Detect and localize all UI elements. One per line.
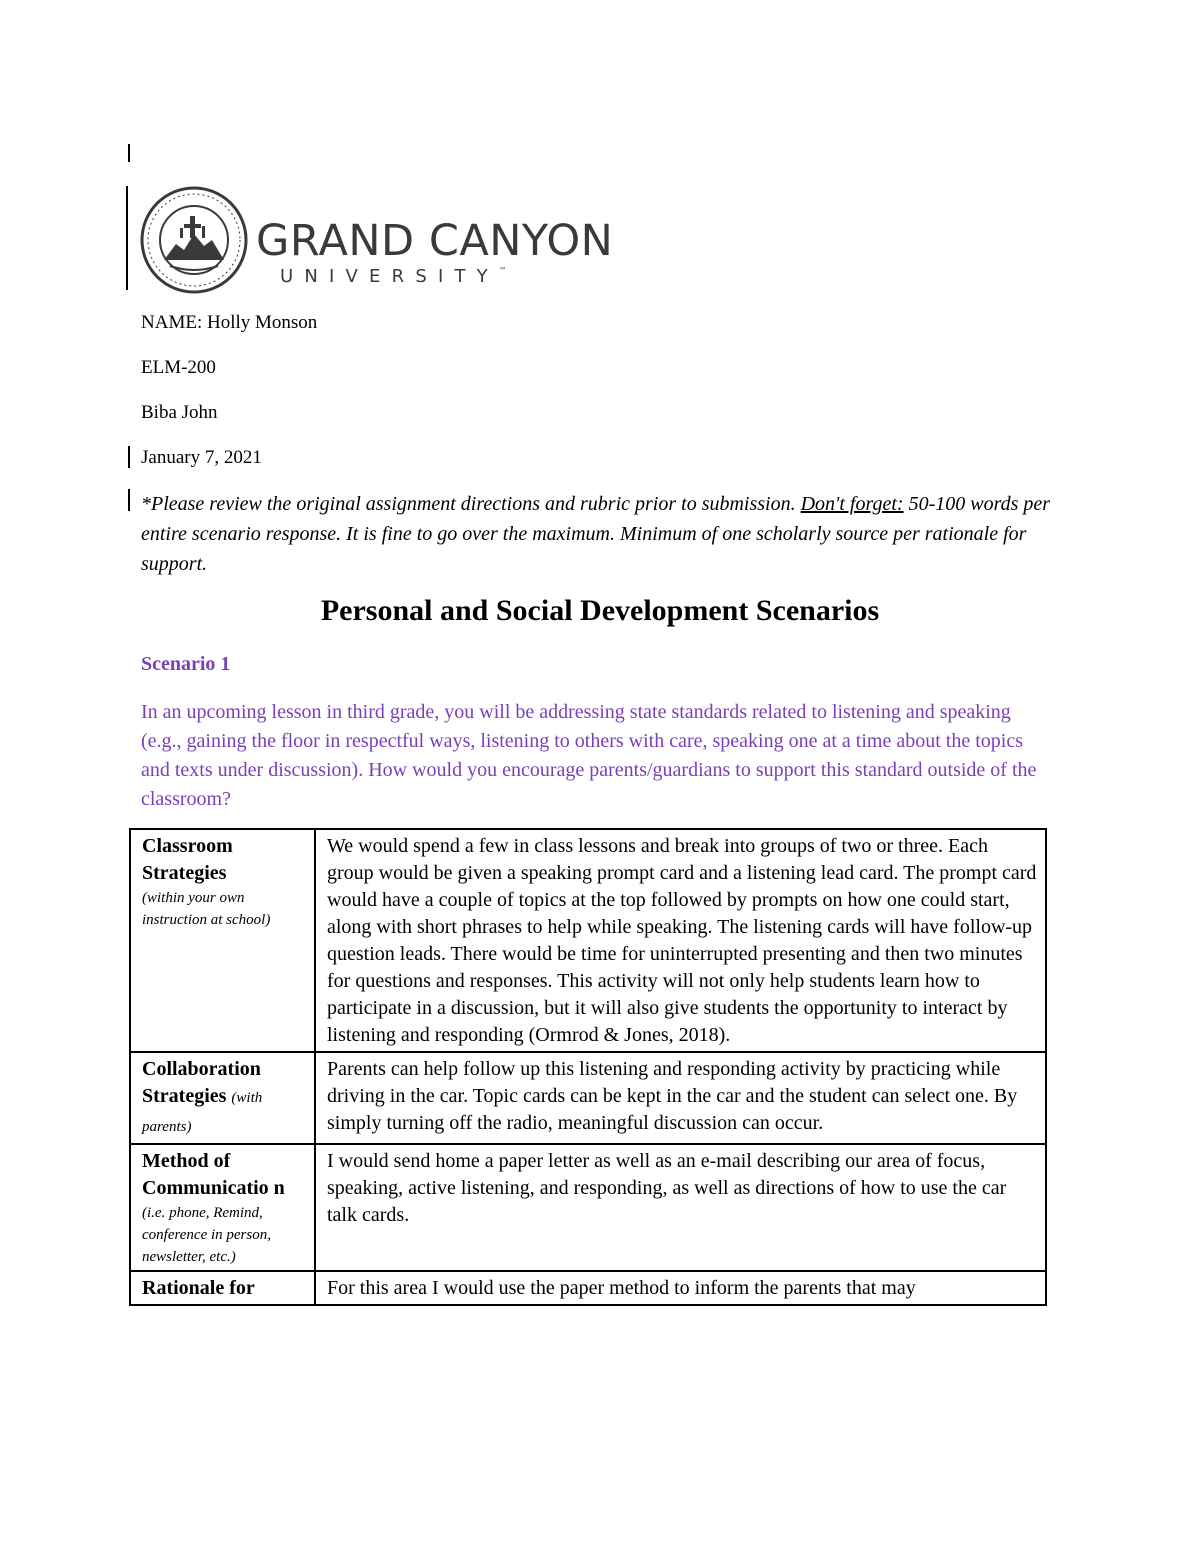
note-text-continued: 50-100 words per entire scenario response. It is fine to go over the maximum. Minimum of one scholarly source per rationale for support. <box>141 493 1051 575</box>
instructor-name: Biba John <box>141 402 218 423</box>
row-label: Collaboration Strategies <box>142 1058 261 1107</box>
row-label-cell <box>130 1144 315 1271</box>
row-content: For this area I would use the paper method to inform the parents that may <box>315 1271 1046 1305</box>
submission-date: January 7, 2021 <box>141 447 262 468</box>
logo-subtitle-text: UNIVERSITY <box>280 266 499 287</box>
row-content: Parents can help follow up this listening and responding activity by practicing while driving in the car. Topic cards can be kept in the car and the student can select one. By simply turning off the radio, meaningful discussion can occur. <box>315 1052 1046 1144</box>
note-text: *Please review the original assignment directions and rubric prior to submission. <box>141 493 801 515</box>
row-content: We would spend a few in class lessons and break into groups of two or three. Each group would be given a speaking prompt card and a listening lead card. The prompt card would have a couple of topics at the top followed by prompts on how one could start, along with short phrases to help while speaking. The listening cards will have follow-up question leads. There would be time for uninterrupted presenting and then two minutes for questions and responses. This activity will not only help students learn how to participate in a discussion, but it will also give students the opportunity to interact by listening and responding (Ormrod & Jones, 2018). <box>315 829 1046 1052</box>
table-row <box>130 1271 1046 1305</box>
row-label-cell <box>130 829 315 1052</box>
course-code: ELM-200 <box>141 357 216 378</box>
scenario-heading: Scenario 1 <box>141 653 231 675</box>
strategies-table <box>129 828 1047 1306</box>
row-label: Classroom Strategies <box>142 835 233 884</box>
revision-bar <box>126 186 128 290</box>
table-row <box>130 1052 1046 1144</box>
student-name: NAME: Holly Monson <box>141 312 318 333</box>
row-label-wrap <box>142 1056 306 1141</box>
note-emphasis: Don't forget: <box>800 493 904 515</box>
logo-wordmark: GRAND CANYON <box>256 216 614 266</box>
scenario-prompt: In an upcoming lesson in third grade, you will be addressing state standards related to listening and speaking (e.g., gaining the floor in respectful ways, listening to others with care, speaking one at a time about the topics and texts under discussion). How would you encourage parents/guardians to support this standard outside of the classroom? <box>141 701 1037 810</box>
trademark-mark: ™ <box>498 266 507 275</box>
row-note: (with parents) <box>142 1090 263 1135</box>
university-seal-icon <box>140 186 248 294</box>
row-content: I would send home a paper letter as well as an e-mail describing our area of focus, speaking, active listening, and responding, as well as directions of how to use the car talk cards. <box>315 1144 1046 1271</box>
row-label-cell <box>130 1271 315 1305</box>
table-row <box>130 829 1046 1052</box>
revision-bar <box>128 489 130 511</box>
revision-bar <box>128 446 130 468</box>
row-note: (i.e. phone, Remind, conference in person, newsletter, etc.) <box>142 1205 271 1265</box>
row-label-cell <box>130 1052 315 1144</box>
logo-subtitle <box>280 266 507 287</box>
table-row <box>130 1144 1046 1271</box>
row-label: Rationale for <box>142 1277 255 1299</box>
university-logo <box>140 186 620 296</box>
row-label: Method of Communicatio n <box>142 1150 285 1199</box>
revision-bar <box>128 144 130 162</box>
assignment-note <box>141 489 1051 579</box>
page-title: Personal and Social Development Scenarios <box>320 594 880 627</box>
row-note: (within your own instruction at school) <box>142 890 271 928</box>
